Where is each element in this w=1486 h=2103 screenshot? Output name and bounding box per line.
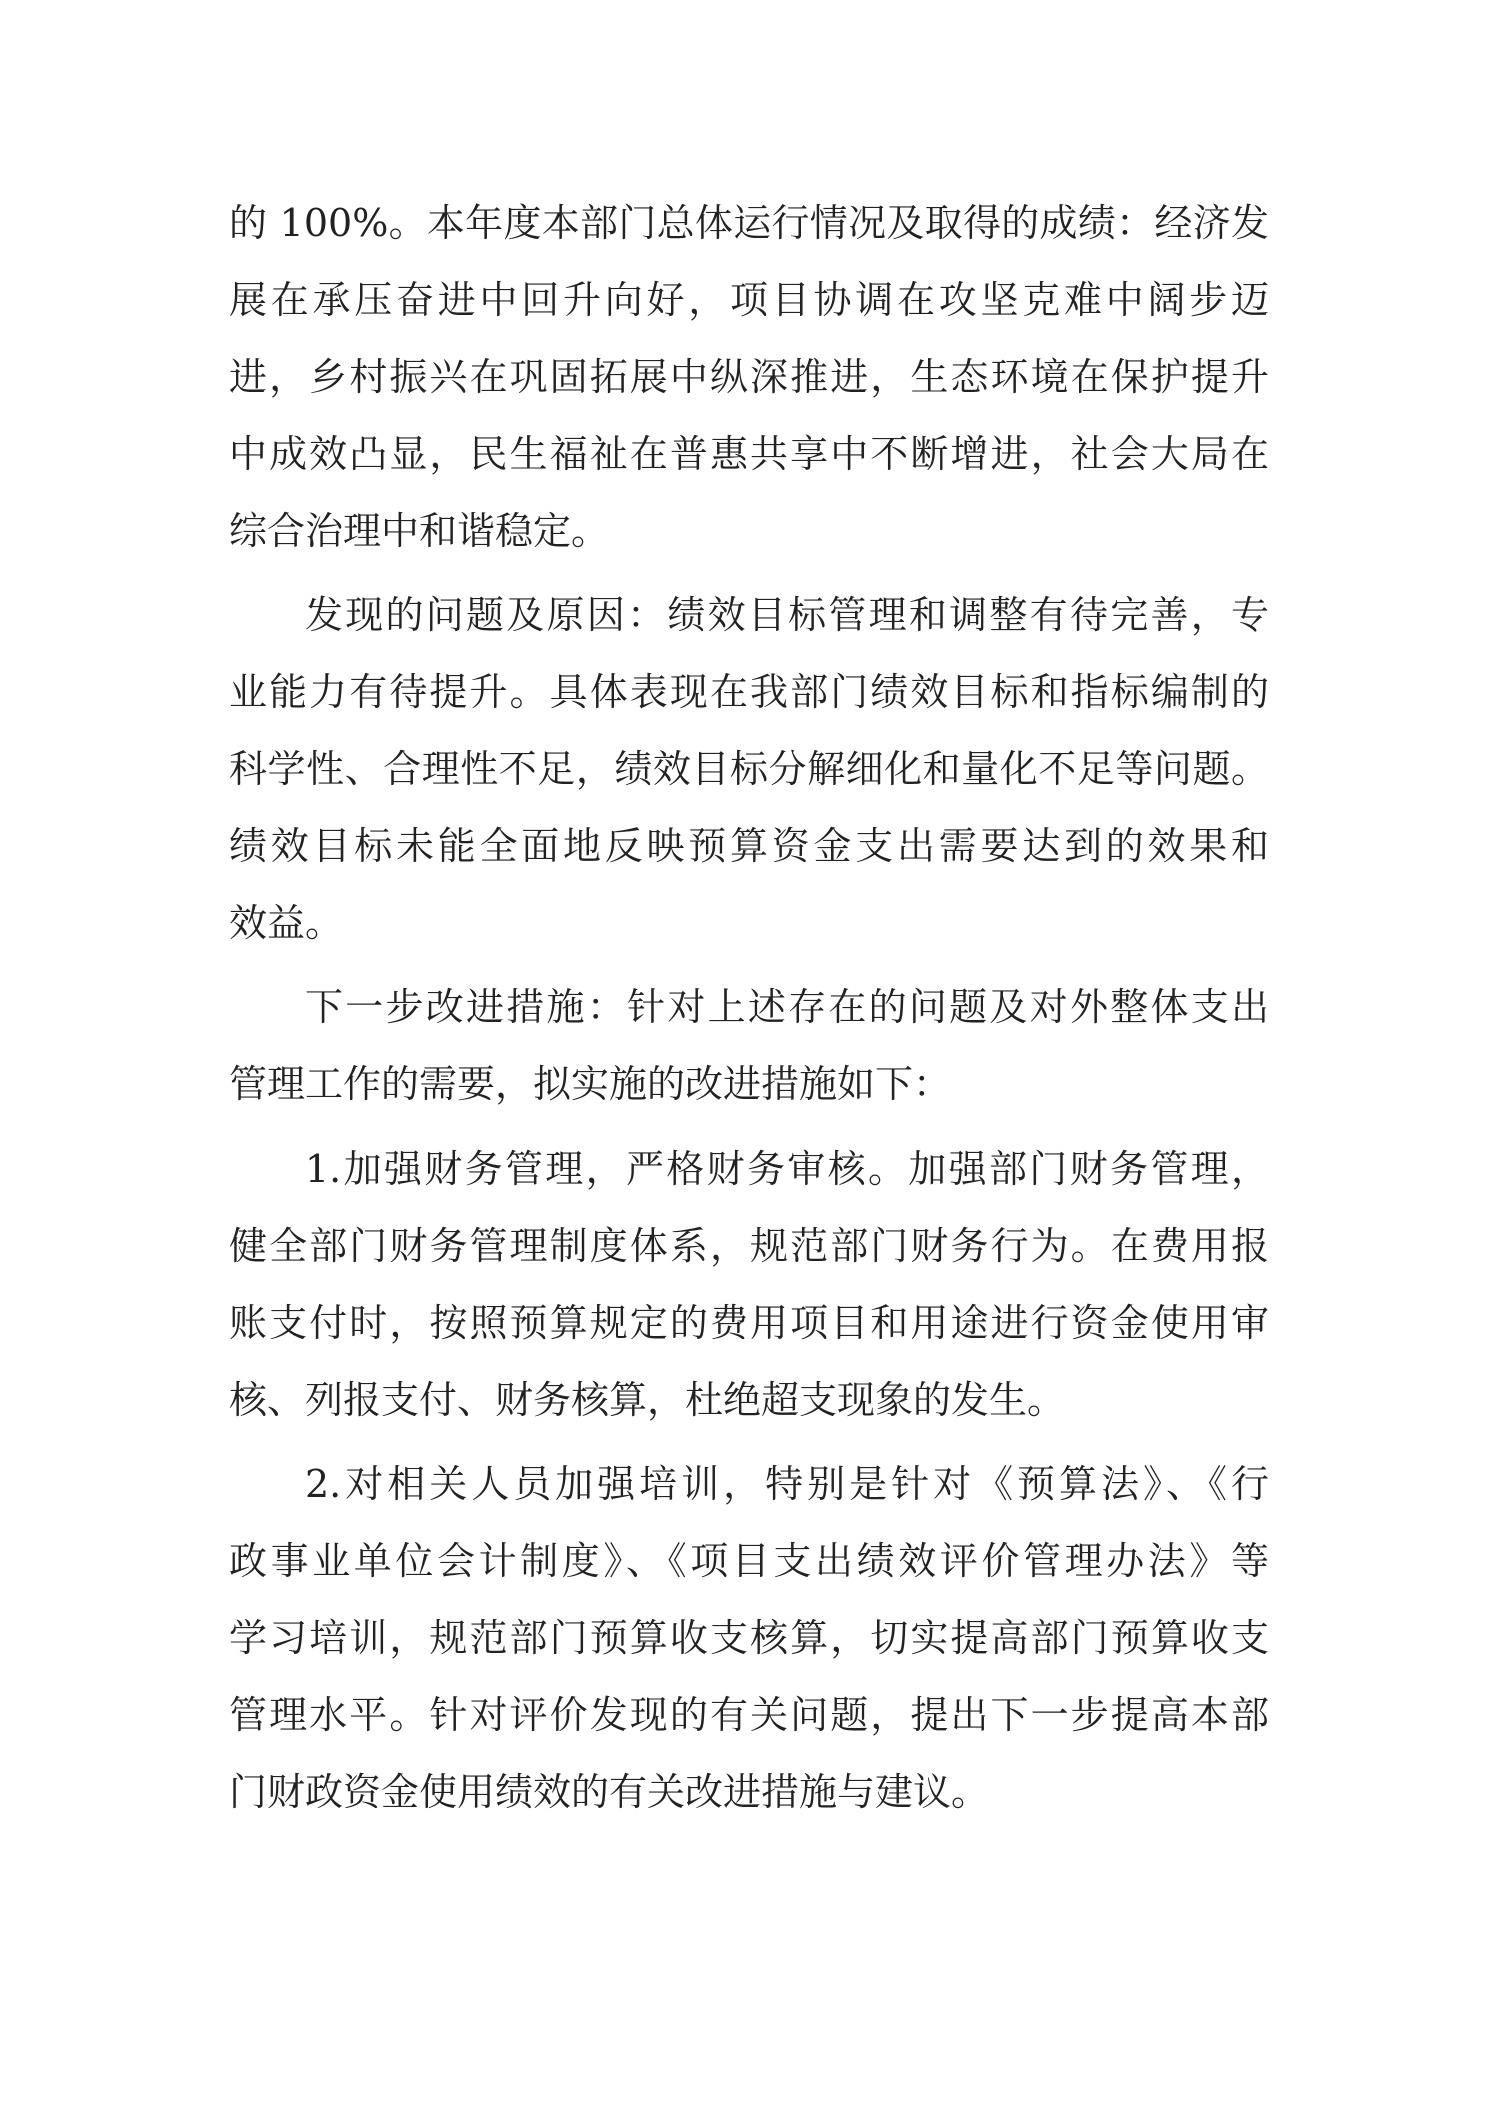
text-line: 发现的问题及原因：绩效目标管理和调整有待完善，专 (305, 593, 1269, 637)
text-line: 管理水平。针对评价发现的有关问题，提出下一步提高本部 (229, 1693, 1269, 1737)
text-line: 健全部门财务管理制度体系，规范部门财务行为。在费用报 (229, 1224, 1269, 1268)
text-line: 中成效凸显，民生福祉在普惠共享中不断增进，社会大局在 (229, 432, 1269, 476)
text-line: 绩效目标未能全面地反映预算资金支出需要达到的效果和 (229, 824, 1269, 868)
text-line: 进，乡村振兴在巩固拓展中纵深推进，生态环境在保护提升 (229, 355, 1269, 399)
text-line: 下一步改进措施：针对上述存在的问题及对外整体支出 (305, 985, 1269, 1029)
text-line: 1.加强财务管理，严格财务审核。加强部门财务管理， (305, 1147, 1269, 1191)
text-line: 综合治理中和谐稳定。 (229, 509, 610, 553)
text-line: 展在承压奋进中回升向好，项目协调在攻坚克难中阔步迈 (229, 278, 1269, 322)
text-line: 政事业单位会计制度》、《项目支出绩效评价管理办法》等 (229, 1539, 1269, 1583)
text-line: 的 100%。本年度本部门总体运行情况及取得的成绩：经济发 (229, 201, 1269, 245)
text-line: 账支付时，按照预算规定的费用项目和用途进行资金使用审 (229, 1301, 1269, 1345)
text-line: 门财政资金使用绩效的有关改进措施与建议。 (229, 1770, 990, 1814)
text-line: 业能力有待提升。具体表现在我部门绩效目标和指标编制的 (229, 670, 1269, 714)
text-line: 学习培训，规范部门预算收支核算，切实提高部门预算收支 (229, 1616, 1269, 1660)
text-line: 核、列报支付、财务核算，杜绝超支现象的发生。 (229, 1378, 1066, 1422)
text-line: 科学性、合理性不足，绩效目标分解细化和量化不足等问题。 (229, 747, 1269, 791)
text-line: 效益。 (229, 901, 344, 945)
text-line: 2.对相关人员加强培训，特别是针对《预算法》、《行 (305, 1462, 1269, 1506)
text-line: 管理工作的需要，拟实施的改进措施如下： (229, 1062, 952, 1106)
